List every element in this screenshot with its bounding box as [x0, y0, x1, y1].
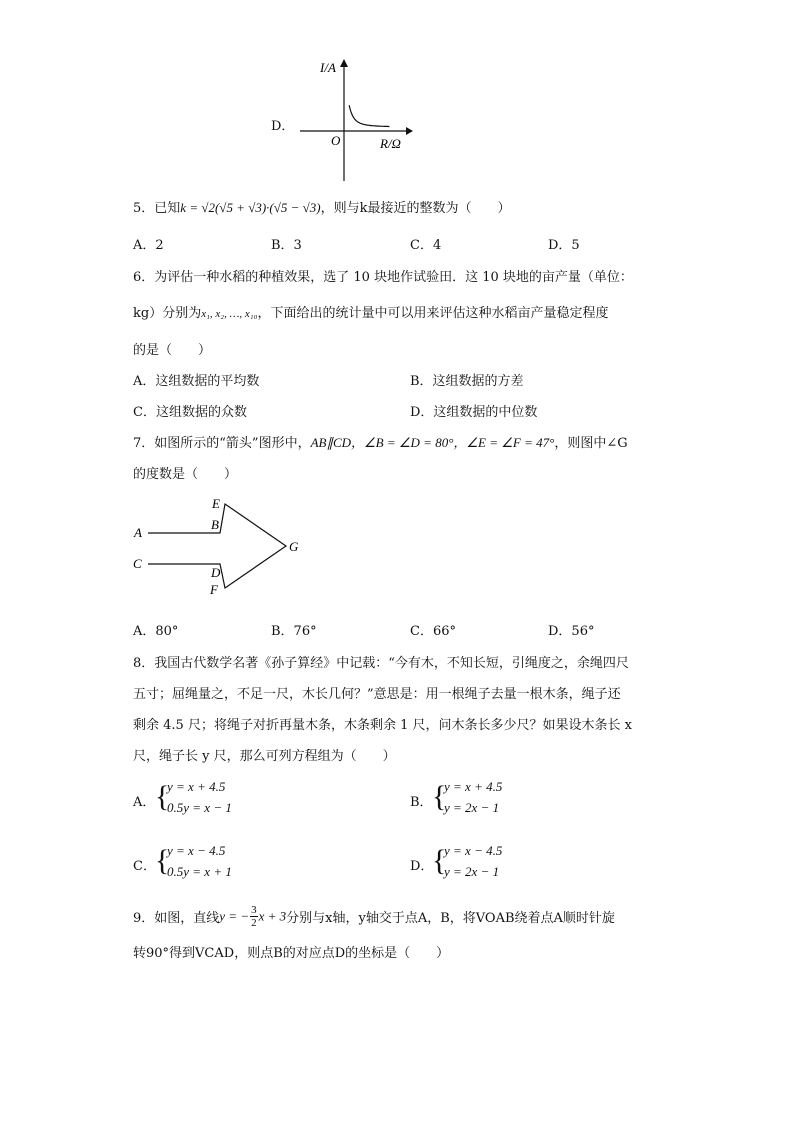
q7-arrow-figure: [128, 494, 318, 600]
q5-lead: 已知: [154, 201, 181, 216]
q8-line2: 五寸；屈绳量之，不足一尺，木长几何？”意思是：用一根绳子去量一根木条，绳子还: [133, 687, 621, 702]
x-axis-label: R/Ω: [380, 136, 401, 151]
origin-label: O: [331, 133, 341, 148]
q7-line1-math: AB∥CD，∠B = ∠D = 80°，∠E = ∠F = 47°: [310, 435, 555, 450]
hyperbola-curve: [349, 105, 389, 126]
label-a: A: [134, 525, 142, 540]
q4-option-label: D．: [271, 119, 295, 134]
q6-line2-a: kg）分别为: [133, 306, 202, 321]
q5-tail: ，则与k最接近的整数为（ ）: [320, 201, 511, 216]
label-c: C: [133, 556, 142, 571]
q7-option-c: C．66°: [410, 624, 456, 639]
y-axis-label: I/A: [320, 60, 336, 75]
q9-line1-b: 分别与x轴，y轴交于点A，B，将VOAB绕着点A顺时针旋: [286, 911, 615, 926]
q7-line1-b: ，则图中∠G: [554, 436, 628, 451]
q8-option-d-eq2: y = 2x − 1: [444, 864, 500, 879]
q9-eq-a: y = −: [219, 908, 250, 924]
q9-fraction-numerator: 3: [251, 904, 257, 916]
q8-option-c-eq1: y = x − 4.5: [167, 843, 226, 858]
q6-line3: 的是（ ）: [133, 343, 212, 358]
q7-line1-a: 7．如图所示的“箭头”图形中，: [133, 436, 311, 451]
q5-option-a: A．2: [133, 238, 164, 253]
q9-line1: [133, 904, 615, 934]
x-axis-arrow: [406, 127, 413, 135]
q7-option-a: A．80°: [133, 624, 179, 639]
q5-formula: k = √2(√5 + √3)·(√5 − √3): [180, 200, 321, 215]
y-axis-arrow: [340, 59, 348, 67]
q8-option-d: [410, 842, 570, 884]
q9-eq-b: x + 3: [258, 908, 287, 924]
q8-option-a-eq2: 0.5y = x − 1: [167, 800, 232, 815]
q7-option-d: D．56°: [548, 624, 595, 639]
q8-option-b-brace: {: [432, 780, 447, 813]
q9-fraction-denominator: 2: [251, 917, 257, 929]
q8-option-c: [133, 842, 293, 884]
q9-line1-a: 9．如图，直线: [133, 911, 220, 926]
q5-option-c: C．4: [410, 238, 442, 253]
q6-variables: x₁, x₂, …, x₁₀: [201, 308, 258, 320]
q8-line3: 剩余 4.5 尺；将绳子对折再量木条，木条剩余 1 尺，问木条长多少尺？如果设木条长 x: [133, 718, 632, 733]
label-d: D: [211, 565, 221, 580]
q8-option-b-eq2: y = 2x − 1: [444, 800, 500, 815]
q6-option-c: C．这组数据的众数: [133, 405, 247, 420]
q6-line2: [133, 302, 608, 321]
q5-number: 5．: [133, 201, 155, 216]
label-b: B: [211, 517, 219, 532]
q8-option-b: [410, 778, 570, 820]
q7-option-b: B．76°: [271, 624, 317, 639]
q8-line4: 尺，绳子长 y 尺，那么可列方程组为（ ）: [133, 749, 396, 764]
q5-option-d: D．5: [548, 238, 580, 253]
q7-line2: 的度数是（ ）: [133, 467, 238, 482]
q8-option-d-label: D．: [410, 859, 434, 874]
q7-line1: [133, 432, 628, 451]
q8-option-c-brace: {: [155, 844, 170, 877]
q9-line2: 转90°得到VCAD，则点B的对应点D的坐标是（ ）: [133, 946, 450, 961]
q6-option-b: B．这组数据的方差: [410, 374, 524, 389]
q6-option-d: D．这组数据的中位数: [410, 405, 538, 420]
q8-line1: 8．我国古代数学名著《孙子算经》中记载：“今有木，不知长短，引绳度之，余绳四尺: [133, 656, 629, 671]
q6-line1: 6．为评估一种水稻的种植效果，选了 10 块地作试验田．这 10 块地的亩产量（单位：: [133, 270, 633, 285]
label-g: G: [289, 539, 299, 554]
q8-option-d-eq1: y = x − 4.5: [444, 843, 503, 858]
q5-line: [133, 197, 511, 216]
q5-option-b: B．3: [271, 238, 302, 253]
label-e: E: [212, 496, 220, 511]
q4-graph: [290, 55, 420, 185]
label-f: F: [210, 582, 218, 597]
q6-option-a: A．这组数据的平均数: [133, 374, 260, 389]
q8-option-c-label: C．: [133, 859, 156, 874]
q8-option-a-brace: {: [155, 780, 170, 813]
q6-line2-b: ，下面给出的统计量中可以用来评估这种水稻亩产量稳定程度: [257, 306, 609, 321]
q8-option-d-brace: {: [432, 844, 447, 877]
q8-option-a: [133, 778, 293, 820]
q8-option-a-eq1: y = x + 4.5: [167, 779, 226, 794]
q8-option-b-eq1: y = x + 4.5: [444, 779, 503, 794]
q8-option-b-label: B．: [410, 795, 433, 810]
q8-option-a-label: A．: [133, 795, 156, 810]
q8-option-c-eq2: 0.5y = x + 1: [167, 864, 232, 879]
q9-fraction: [250, 904, 258, 929]
